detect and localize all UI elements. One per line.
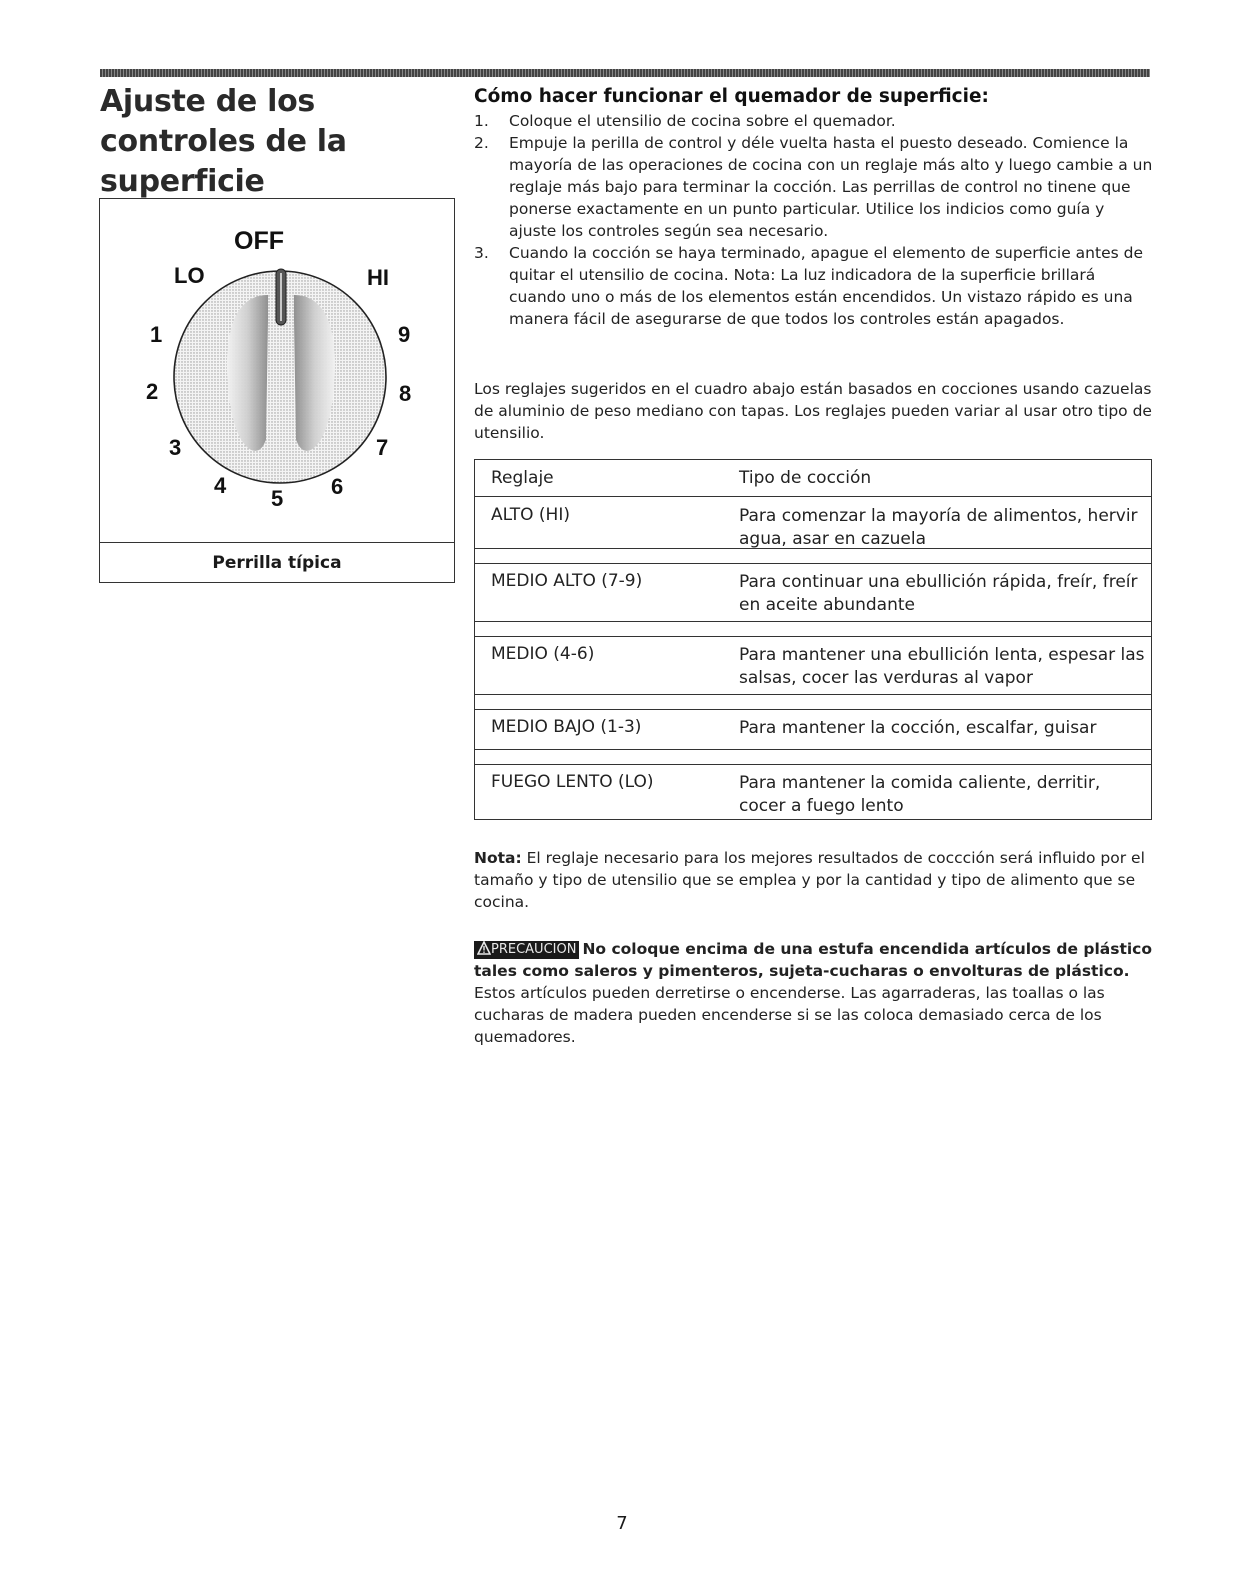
row-gap [475,694,1151,709]
label-3: 3 [169,435,182,460]
page-number: 7 [616,1513,628,1534]
setting-cell: ALTO (HI) [491,505,570,525]
setting-cell: FUEGO LENTO (LO) [491,772,654,792]
row-gap [475,749,1151,764]
knob-figure [99,198,455,583]
section-heading: Cómo hacer funcionar el quemador de superficie: [474,86,989,107]
table-row [475,764,1151,819]
label-6: 6 [331,474,344,499]
step-text: Empuje la perilla de control y déle vuelta hasta el puesto deseado. Comience la mayoría de las operaciones de cocina con un reglaje más alto y luego cambie a un reglaje más bajo para terminar la cocción. Las perrillas de control no tinene que ponerse exactamente en un punto particular. Utilice los indicios como guía y ajuste los controles según sea necesario. [509,134,1153,240]
row-gap [475,621,1151,636]
step-text: Coloque el utensilio de cocina sobre el quemador. [509,112,896,130]
table-intro: Los reglajes sugeridos en el cuadro abajo están basados en cocciones usando cazuelas de aluminio de peso mediano con tapas. Los reglajes pueden variar al usar otro tipo de utensilio. [474,380,1152,442]
list-item [474,242,1154,330]
table-header-row [475,460,1151,496]
column-header-type: Tipo de cocción [739,467,872,488]
label-off: OFF [234,227,284,255]
table-row [475,563,1151,621]
table-row [475,636,1151,694]
type-cell: Para mantener la comida caliente, derritir, cocer a fuego lento [739,773,1101,816]
step-number: 1. [474,112,489,130]
figure-caption: Perrilla típica [100,542,454,582]
label-4: 4 [214,473,227,498]
label-9: 9 [398,322,411,347]
column-header-setting: Reglaje [491,468,554,488]
step-number: 3. [474,244,489,262]
caution-badge-label: PRECAUCION [491,942,577,957]
list-item [474,132,1154,242]
label-1: 1 [150,322,163,347]
step-text: Cuando la cocción se haya terminado, apague el elemento de superficie antes de quitar el utensilio de cocina. Nota: La luz indicadora de la superficie brillará cuando uno o más de los elementos están encendidos. Un vistazo rápido es una manera fácil de asegurarse de que todos los controles están apagados. [509,244,1143,328]
label-7: 7 [376,435,389,460]
label-2: 2 [146,379,159,404]
setting-cell: MEDIO BAJO (1-3) [491,717,642,737]
caution-bold-text: No coloque encima de una estufa encendida artículos de plástico tales como saleros y pimenteros, sujeta-cucharas o envolturas de plástico. [474,940,1153,980]
steps-list [474,110,1154,330]
label-8: 8 [399,381,412,406]
step-number: 2. [474,134,489,152]
table-row [475,709,1151,749]
label-lo: LO [174,263,205,288]
knob-illustration [100,199,453,542]
note-label: Nota: [474,849,522,867]
list-item [474,110,1154,132]
top-rule [100,69,1150,77]
setting-cell: MEDIO ALTO (7-9) [491,571,643,591]
type-cell: Para comenzar la mayoría de alimentos, hervir agua, asar en cazuela [739,506,1138,549]
warning-triangle-icon [477,941,491,955]
settings-table [474,459,1152,820]
note-paragraph [474,847,1154,913]
note-text: El reglaje necesario para los mejores resultados de coccción será influido por el tamaño y tipo de utensilio que se emplea y por la cantidad y tipo de alimento que se cocina. [474,849,1145,911]
caution-badge [474,941,579,959]
label-hi: HI [367,265,389,290]
setting-cell: MEDIO (4-6) [491,644,595,664]
type-cell: Para mantener la cocción, escalfar, guisar [739,718,1097,738]
table-row [475,496,1151,548]
caution-paragraph [474,938,1154,1048]
type-cell: Para continuar una ebullición rápida, freír, freír en aceite abundante [739,572,1138,615]
page-title: Ajuste de los controles de la superficie [100,84,347,199]
caution-text: Estos artículos pueden derretirse o encenderse. Las agarraderas, las toallas o las cucharas de madera pueden encenderse si se las coloca demasiado cerca de los quemadores. [474,984,1105,1046]
label-5: 5 [271,486,284,511]
type-cell: Para mantener una ebullición lenta, espesar las salsas, cocer las verduras al vapor [739,645,1145,688]
